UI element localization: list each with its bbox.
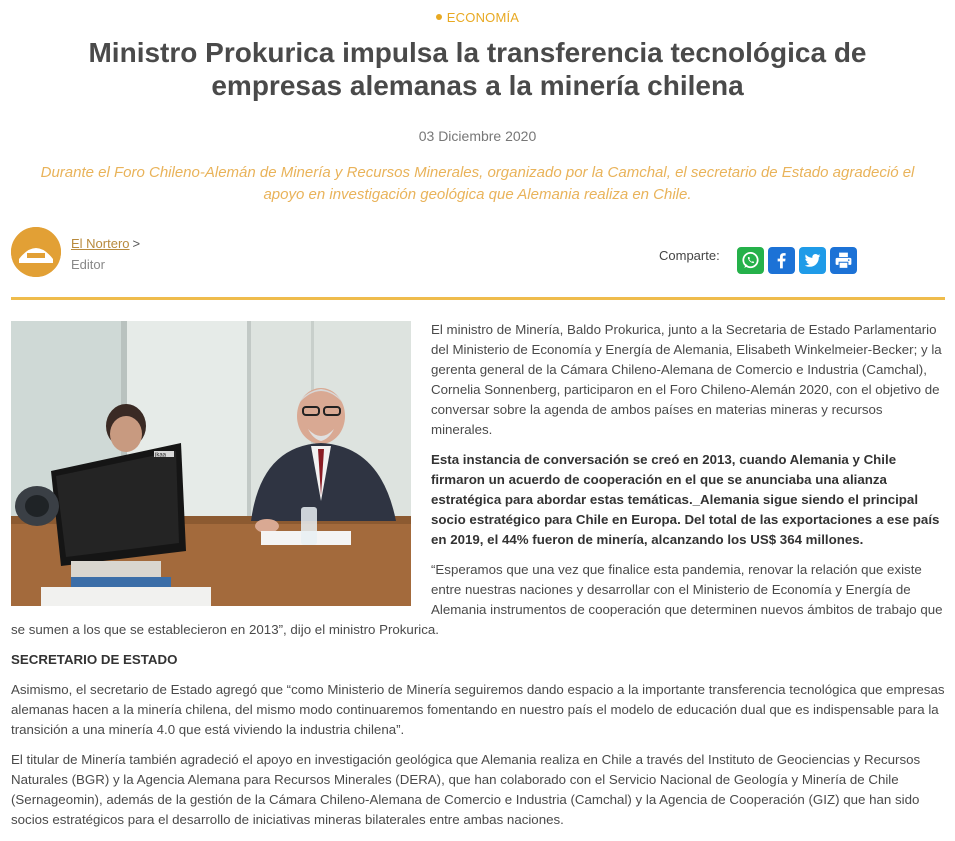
paragraph-2: Esta instancia de conversación se creó en 2013, cuando Alemania y Chile firmaron un acuerdo de cooperación en el que se anunciaba una alianza estratégica para abordar estas temáticas._Alemania sigue siendo el principal socio estratégico para Chile en Europa. Del total de las exportaciones a ese país en 2019, el 44% fueron de minería, alcanzando los US$ 364 millones. (431, 452, 940, 547)
paragraph-3: “Esperamos que una vez que finalice esta pandemia, renovar la relación que existe entre nuestras naciones y desarrollar con el Ministerio de Economía y Energía de Alemania instrumentos de cooperación que determinen nuevos ámbitos de trabajo que se sumen a los que se establecieron en 2013”, dijo el ministro Prokurica. (11, 562, 943, 637)
category-label: ECONOMÍA (446, 10, 520, 25)
share-label: Comparte: (659, 248, 720, 263)
whatsapp-icon (740, 250, 761, 271)
share-twitter-button[interactable] (799, 247, 826, 274)
share-facebook-button[interactable] (768, 247, 795, 274)
header-divider (11, 297, 945, 300)
paragraph-4: Asimismo, el secretario de Estado agregó que “como Ministerio de Minería seguiremos dando espacio a la importante transferencia tecnológica que empresas alemanas hacen a la minería chilena, del mismo modo continuaremos fomentando en nuestro país el modelo de educación dual que es indispensable para la transición a una minería 4.0 que está viviendo la industria chilena”. (11, 682, 945, 737)
screen-brand-label: jkaa (155, 452, 167, 459)
print-button[interactable] (830, 247, 857, 274)
share-whatsapp-button[interactable] (737, 247, 764, 274)
paragraph-5: El titular de Minería también agradeció el apoyo en investigación geológica que Alemania realiza en Chile a través del Instituto de Geociencias y Recursos Naturales (BGR) y la Agencia Alemana para Recursos Minerales (DERA), que han colaborado con el Servicio Nacional de Geología y Minería de Chile (Sernageomin), además de la gestión de la Cámara Chileno-Alemana de Comercio e Industria (Camchal) y la Agencia de Cooperación (GIZ) que han sido socios estratégicos para el desarrollo de iniciativas mineras bilaterales entre ambas naciones. (11, 752, 921, 827)
section-subheading: SECRETARIO DE ESTADO (11, 652, 178, 667)
article-body (11, 320, 945, 840)
author-avatar[interactable] (11, 227, 61, 277)
paragraph-1: El ministro de Minería, Baldo Prokurica, junto a la Secretaria de Estado Parlamentario del Ministerio de Economía y Energía de Alemania, Elisabeth Winkelmeier-Becker; y la gerenta general de la Cámara Chileno-Alemana de Comercio e Industria (Camchal), Cornelia Sonnenberg, participaron en el Foro Chileno-Alemán 2020, con el objetivo de conversar sobre la agenda de ambos países en materias mineras y recursos minerales. (431, 322, 942, 437)
twitter-icon (802, 250, 823, 271)
photo-spacer (11, 320, 431, 612)
facebook-icon (771, 250, 792, 271)
author-logo-icon (11, 227, 61, 277)
category-tag[interactable] (0, 10, 955, 25)
article-lead: Durante el Foro Chileno-Alemán de Minería y Recursos Minerales, organizado por la Camchal, el secretario de Estado agradeció el apoyo en investigación geológica que Alemania realiza en Chile. (40, 164, 915, 203)
author-role: Editor (71, 257, 105, 272)
publish-date: 03 Diciembre 2020 (418, 128, 537, 144)
article-headline: Ministro Prokurica impulsa la transferencia tecnológica de empresas alemanas a la minería chilena (88, 37, 867, 101)
author-name[interactable]: El Nortero (71, 236, 130, 251)
author-chevron-icon: > (132, 236, 141, 251)
print-icon (833, 250, 854, 271)
category-dot-icon (436, 14, 442, 20)
author-link[interactable] (71, 236, 140, 251)
